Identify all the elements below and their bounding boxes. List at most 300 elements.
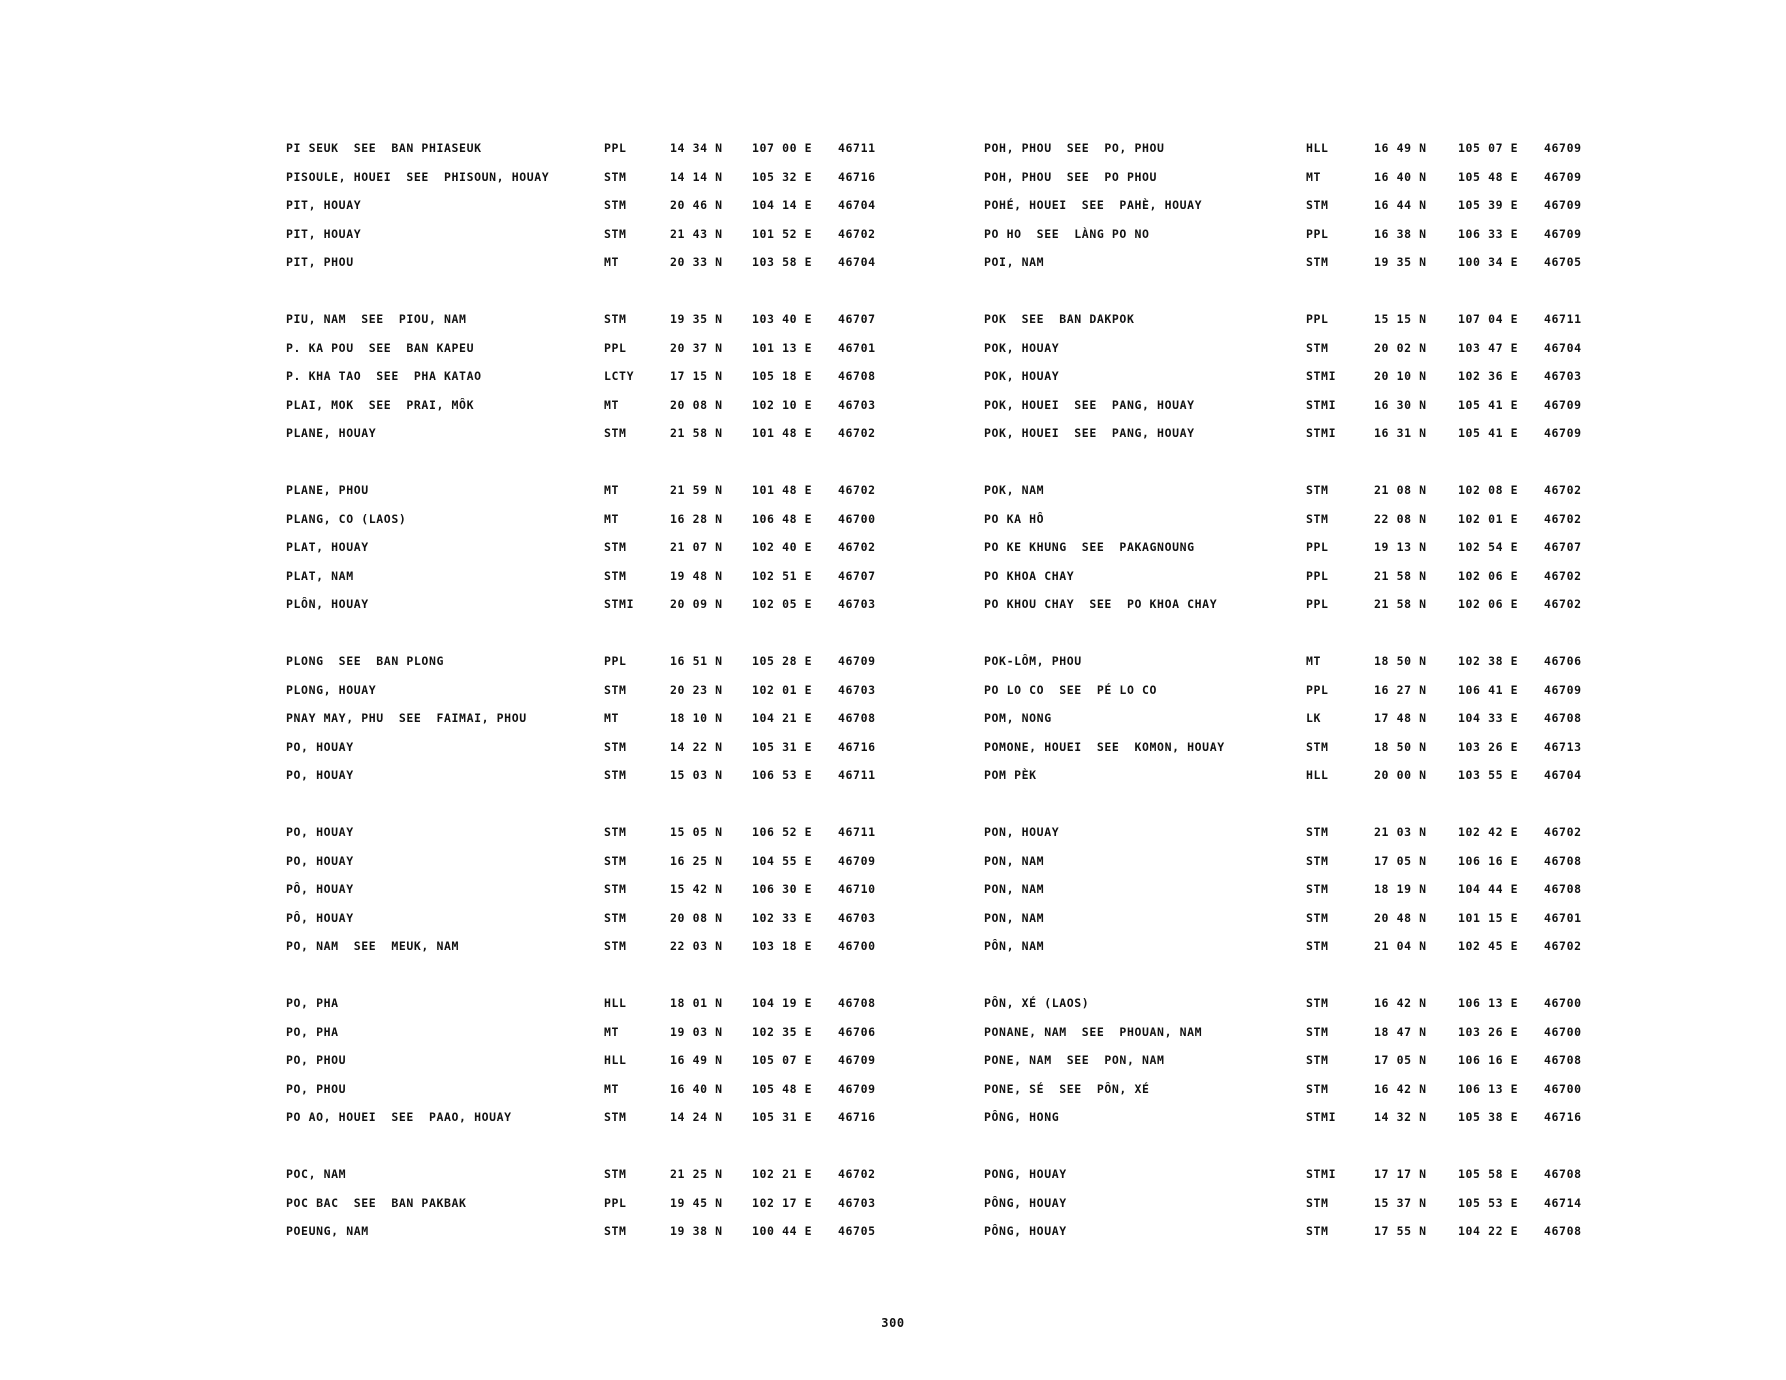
gazetteer-entry <box>286 569 906 598</box>
latitude: 18 50 N <box>1374 739 1427 754</box>
sheet-number: 46706 <box>1544 654 1582 668</box>
feature-code: MT <box>604 1081 620 1096</box>
feature-code: STM <box>1306 825 1329 839</box>
longitude: 105 38 E <box>1458 1110 1519 1124</box>
latitude: 17 15 N <box>670 369 723 383</box>
sheet-number: 46702 <box>1544 597 1582 611</box>
entry-name: PLÔN, HOUAY <box>286 597 369 611</box>
gazetteer-entry <box>286 1224 906 1253</box>
gazetteer-entry <box>984 426 1604 455</box>
page-number: 300 <box>881 1316 905 1330</box>
longitude: 102 01 E <box>1458 511 1519 526</box>
latitude: 21 03 N <box>1374 825 1427 839</box>
latitude: 19 13 N <box>1374 540 1427 554</box>
sheet-number: 46709 <box>838 1081 876 1096</box>
entry-name: PLANG, CO (LAOS) <box>286 511 407 526</box>
entry-name: PNAY MAY, PHU SEE FAIMAI, PHOU <box>286 711 527 725</box>
longitude: 102 33 E <box>752 910 813 925</box>
entry-name: PO LO CO SEE PÉ LO CO <box>984 682 1158 697</box>
feature-code: MT <box>1306 654 1322 668</box>
longitude: 106 33 E <box>1458 226 1519 241</box>
entry-group <box>286 1167 906 1253</box>
latitude: 18 10 N <box>670 711 723 725</box>
latitude: 21 08 N <box>1374 483 1427 497</box>
gazetteer-entry <box>286 170 906 199</box>
feature-code: PPL <box>1306 226 1329 241</box>
gazetteer-entry <box>984 939 1604 968</box>
longitude: 106 16 E <box>1458 853 1519 868</box>
entry-name: PIT, HOUAY <box>286 226 362 241</box>
entry-group <box>984 654 1604 797</box>
longitude: 102 10 E <box>752 397 813 412</box>
longitude: 105 31 E <box>752 1110 813 1124</box>
latitude: 21 58 N <box>1374 568 1427 583</box>
latitude: 19 35 N <box>1374 255 1427 269</box>
entry-name: PLONG, HOUAY <box>286 682 377 697</box>
longitude: 102 40 E <box>752 540 813 554</box>
sheet-number: 46709 <box>838 654 876 668</box>
feature-code: STM <box>604 853 627 868</box>
gazetteer-entry <box>286 711 906 740</box>
longitude: 105 18 E <box>752 369 813 383</box>
feature-code: PPL <box>604 1195 627 1210</box>
longitude: 102 08 E <box>1458 483 1519 497</box>
sheet-number: 46702 <box>1544 825 1582 839</box>
sheet-number: 46708 <box>838 996 876 1010</box>
sheet-number: 46711 <box>1544 312 1582 326</box>
sheet-number: 46708 <box>1544 1224 1582 1238</box>
entry-name: PÔNG, HOUAY <box>984 1195 1067 1210</box>
sheet-number: 46702 <box>1544 568 1582 583</box>
entry-name: PO KHOA CHAY <box>984 568 1075 583</box>
entry-group <box>286 483 906 626</box>
latitude: 16 31 N <box>1374 426 1427 440</box>
sheet-number: 46703 <box>838 1195 876 1210</box>
latitude: 19 35 N <box>670 312 723 326</box>
gazetteer-entry <box>286 882 906 911</box>
feature-code: LK <box>1306 711 1322 725</box>
entry-name: PLAT, HOUAY <box>286 540 369 554</box>
longitude: 106 52 E <box>752 825 813 839</box>
gazetteer-entry <box>286 141 906 170</box>
sheet-number: 46711 <box>838 768 876 782</box>
gazetteer-entry <box>984 512 1604 541</box>
entry-name: PO, HOUAY <box>286 739 354 754</box>
longitude: 105 48 E <box>752 1081 813 1096</box>
latitude: 16 28 N <box>670 511 723 526</box>
entry-name: PLAT, NAM <box>286 568 354 583</box>
feature-code: LCTY <box>604 369 635 383</box>
longitude: 105 58 E <box>1458 1167 1519 1181</box>
gazetteer-entry <box>984 768 1604 797</box>
longitude: 104 22 E <box>1458 1224 1519 1238</box>
longitude: 104 33 E <box>1458 711 1519 725</box>
sheet-number: 46709 <box>1544 198 1582 212</box>
entry-name: PÔNG, HONG <box>984 1110 1060 1124</box>
latitude: 15 42 N <box>670 882 723 896</box>
feature-code: STMI <box>604 597 635 611</box>
entry-name: PO KE KHUNG SEE PAKAGNOUNG <box>984 540 1195 554</box>
gazetteer-entry <box>984 170 1604 199</box>
latitude: 19 03 N <box>670 1024 723 1039</box>
feature-code: HLL <box>1306 768 1329 782</box>
gazetteer-entry <box>286 483 906 512</box>
feature-code: HLL <box>604 1053 627 1067</box>
entry-name: PO, PHOU <box>286 1081 347 1096</box>
longitude: 105 28 E <box>752 654 813 668</box>
sheet-number: 46709 <box>838 853 876 868</box>
latitude: 16 49 N <box>670 1053 723 1067</box>
sheet-number: 46705 <box>838 1224 876 1238</box>
entry-name: PON, NAM <box>984 882 1045 896</box>
entry-name: POM, NONG <box>984 711 1052 725</box>
sheet-number: 46705 <box>1544 255 1582 269</box>
entry-name: POH, PHOU SEE PO, PHOU <box>984 141 1165 155</box>
longitude: 106 41 E <box>1458 682 1519 697</box>
sheet-number: 46708 <box>1544 711 1582 725</box>
feature-code: STM <box>604 568 627 583</box>
longitude: 102 45 E <box>1458 939 1519 953</box>
latitude: 20 46 N <box>670 198 723 212</box>
entry-name: PON, NAM <box>984 853 1045 868</box>
feature-code: STM <box>1306 1081 1329 1096</box>
feature-code: PPL <box>1306 540 1329 554</box>
entry-name: PO KA HÔ <box>984 511 1045 526</box>
sheet-number: 46707 <box>1544 540 1582 554</box>
feature-code: PPL <box>604 654 627 668</box>
feature-code: STM <box>604 739 627 754</box>
sheet-number: 46708 <box>838 369 876 383</box>
longitude: 106 48 E <box>752 511 813 526</box>
longitude: 101 48 E <box>752 426 813 440</box>
latitude: 21 43 N <box>670 226 723 241</box>
entry-name: PLAI, MOK SEE PRAI, MÔK <box>286 397 475 412</box>
latitude: 16 27 N <box>1374 682 1427 697</box>
sheet-number: 46700 <box>1544 996 1582 1010</box>
entry-name: PÔN, NAM <box>984 939 1045 953</box>
longitude: 103 58 E <box>752 255 813 269</box>
longitude: 105 48 E <box>1458 169 1519 184</box>
longitude: 105 07 E <box>1458 141 1519 155</box>
gazetteer-entry <box>984 1196 1604 1225</box>
latitude: 16 30 N <box>1374 397 1427 412</box>
longitude: 103 26 E <box>1458 1024 1519 1039</box>
feature-code: STM <box>604 882 627 896</box>
entry-name: PON, NAM <box>984 910 1045 925</box>
entry-name: PON, HOUAY <box>984 825 1060 839</box>
gazetteer-entry <box>984 255 1604 284</box>
sheet-number: 46704 <box>1544 768 1582 782</box>
sheet-number: 46708 <box>838 711 876 725</box>
sheet-number: 46708 <box>1544 1053 1582 1067</box>
latitude: 20 08 N <box>670 397 723 412</box>
gazetteer-entry <box>984 227 1604 256</box>
gazetteer-entry <box>286 398 906 427</box>
gazetteer-entry <box>286 1196 906 1225</box>
feature-code: STMI <box>1306 369 1337 383</box>
latitude: 16 44 N <box>1374 198 1427 212</box>
feature-code: STM <box>1306 511 1329 526</box>
longitude: 102 01 E <box>752 682 813 697</box>
latitude: 16 38 N <box>1374 226 1427 241</box>
latitude: 20 10 N <box>1374 369 1427 383</box>
longitude: 105 41 E <box>1458 426 1519 440</box>
sheet-number: 46704 <box>1544 340 1582 355</box>
entry-name: PLANE, HOUAY <box>286 426 377 440</box>
sheet-number: 46702 <box>1544 511 1582 526</box>
latitude: 20 08 N <box>670 910 723 925</box>
longitude: 104 14 E <box>752 198 813 212</box>
longitude: 105 31 E <box>752 739 813 754</box>
sheet-number: 46703 <box>1544 369 1582 383</box>
gazetteer-entry <box>286 740 906 769</box>
feature-code: STM <box>1306 1224 1329 1238</box>
gazetteer-entry <box>984 1110 1604 1139</box>
sheet-number: 46700 <box>838 939 876 953</box>
longitude: 105 32 E <box>752 169 813 184</box>
latitude: 17 55 N <box>1374 1224 1427 1238</box>
gazetteer-entry <box>984 597 1604 626</box>
feature-code: MT <box>604 1024 620 1039</box>
feature-code: STM <box>1306 1024 1329 1039</box>
entry-name: POHÉ, HOUEI SEE PAHÈ, HOUAY <box>984 198 1203 212</box>
latitude: 20 37 N <box>670 340 723 355</box>
feature-code: PPL <box>1306 682 1329 697</box>
sheet-number: 46702 <box>1544 939 1582 953</box>
gazetteer-entry <box>286 768 906 797</box>
latitude: 21 07 N <box>670 540 723 554</box>
entry-name: PIT, PHOU <box>286 255 354 269</box>
entry-name: PLANE, PHOU <box>286 483 369 497</box>
entry-name: PO, NAM SEE MEUK, NAM <box>286 939 460 953</box>
entry-group <box>984 141 1604 284</box>
feature-code: MT <box>604 511 620 526</box>
sheet-number: 46709 <box>1544 426 1582 440</box>
entry-name: POH, PHOU SEE PO PHOU <box>984 169 1158 184</box>
feature-code: STM <box>604 426 627 440</box>
latitude: 14 32 N <box>1374 1110 1427 1124</box>
feature-code: PPL <box>604 340 627 355</box>
latitude: 16 51 N <box>670 654 723 668</box>
feature-code: STM <box>1306 996 1329 1010</box>
latitude: 15 05 N <box>670 825 723 839</box>
gazetteer-entry <box>286 426 906 455</box>
gazetteer-entry <box>984 740 1604 769</box>
gazetteer-entry <box>984 854 1604 883</box>
feature-code: PPL <box>1306 312 1329 326</box>
entry-name: POI, NAM <box>984 255 1045 269</box>
gazetteer-entry <box>286 198 906 227</box>
feature-code: STM <box>1306 483 1329 497</box>
latitude: 14 34 N <box>670 141 723 155</box>
latitude: 20 02 N <box>1374 340 1427 355</box>
longitude: 106 16 E <box>1458 1053 1519 1067</box>
longitude: 102 17 E <box>752 1195 813 1210</box>
longitude: 102 51 E <box>752 568 813 583</box>
sheet-number: 46703 <box>838 682 876 697</box>
sheet-number: 46702 <box>838 1167 876 1181</box>
longitude: 102 36 E <box>1458 369 1519 383</box>
latitude: 22 08 N <box>1374 511 1427 526</box>
gazetteer-entry <box>984 569 1604 598</box>
feature-code: MT <box>604 711 620 725</box>
entry-group <box>984 1167 1604 1253</box>
longitude: 103 40 E <box>752 312 813 326</box>
latitude: 14 24 N <box>670 1110 723 1124</box>
gazetteer-entry <box>286 1053 906 1082</box>
gazetteer-entry <box>984 825 1604 854</box>
latitude: 21 58 N <box>670 426 723 440</box>
gazetteer-entry <box>286 512 906 541</box>
sheet-number: 46702 <box>838 540 876 554</box>
longitude: 101 13 E <box>752 340 813 355</box>
entry-name: PONANE, NAM SEE PHOUAN, NAM <box>984 1024 1203 1039</box>
sheet-number: 46710 <box>838 882 876 896</box>
latitude: 17 05 N <box>1374 853 1427 868</box>
entry-name: POMONE, HOUEI SEE KOMON, HOUAY <box>984 739 1225 754</box>
sheet-number: 46713 <box>1544 739 1582 754</box>
longitude: 102 06 E <box>1458 597 1519 611</box>
gazetteer-entry <box>984 1025 1604 1054</box>
gazetteer-entry <box>984 341 1604 370</box>
entry-name: POK, HOUAY <box>984 340 1060 355</box>
right-column <box>984 141 1604 1281</box>
sheet-number: 46716 <box>838 169 876 184</box>
feature-code: STM <box>604 768 627 782</box>
latitude: 16 49 N <box>1374 141 1427 155</box>
gazetteer-entry <box>984 398 1604 427</box>
gazetteer-entry <box>286 1110 906 1139</box>
sheet-number: 46700 <box>838 511 876 526</box>
sheet-number: 46703 <box>838 597 876 611</box>
feature-code: STM <box>1306 910 1329 925</box>
gazetteer-entry <box>286 540 906 569</box>
latitude: 18 19 N <box>1374 882 1427 896</box>
sheet-number: 46714 <box>1544 1195 1582 1210</box>
latitude: 14 22 N <box>670 739 723 754</box>
entry-name: PÔ, HOUAY <box>286 910 354 925</box>
entry-name: PO, HOUAY <box>286 825 354 839</box>
entry-name: PO HO SEE LÀNG PO NO <box>984 226 1150 241</box>
gazetteer-entry <box>286 369 906 398</box>
longitude: 100 44 E <box>752 1224 813 1238</box>
entry-name: PIU, NAM SEE PIOU, NAM <box>286 312 467 326</box>
feature-code: STM <box>1306 1195 1329 1210</box>
sheet-number: 46701 <box>1544 910 1582 925</box>
gazetteer-entry <box>984 198 1604 227</box>
gazetteer-entry <box>984 654 1604 683</box>
longitude: 106 30 E <box>752 882 813 896</box>
gazetteer-entry <box>984 141 1604 170</box>
latitude: 15 03 N <box>670 768 723 782</box>
feature-code: STM <box>604 226 627 241</box>
feature-code: STM <box>604 910 627 925</box>
longitude: 102 38 E <box>1458 654 1519 668</box>
latitude: 21 58 N <box>1374 597 1427 611</box>
gazetteer-entry <box>286 227 906 256</box>
sheet-number: 46702 <box>838 226 876 241</box>
gazetteer-entry <box>286 312 906 341</box>
entry-name: PONE, NAM SEE PON, NAM <box>984 1053 1165 1067</box>
entry-name: PO, PHOU <box>286 1053 347 1067</box>
gazetteer-entry <box>984 312 1604 341</box>
sheet-number: 46701 <box>838 340 876 355</box>
latitude: 18 47 N <box>1374 1024 1427 1039</box>
feature-code: STM <box>604 1224 627 1238</box>
sheet-number: 46700 <box>1544 1024 1582 1039</box>
entry-name: POM PÈK <box>984 768 1037 782</box>
longitude: 104 21 E <box>752 711 813 725</box>
longitude: 104 55 E <box>752 853 813 868</box>
entry-group <box>286 141 906 284</box>
entry-name: PO AO, HOUEI SEE PAAO, HOUAY <box>286 1110 512 1124</box>
entry-name: PO KHOU CHAY SEE PO KHOA CHAY <box>984 597 1218 611</box>
feature-code: STM <box>1306 198 1329 212</box>
longitude: 107 00 E <box>752 141 813 155</box>
sheet-number: 46716 <box>838 1110 876 1124</box>
entry-group <box>984 825 1604 968</box>
entry-group <box>286 654 906 797</box>
latitude: 22 03 N <box>670 939 723 953</box>
latitude: 19 48 N <box>670 568 723 583</box>
latitude: 18 50 N <box>1374 654 1427 668</box>
entry-name: PONE, SÉ SEE PÔN, XÉ <box>984 1081 1150 1096</box>
sheet-number: 46716 <box>838 739 876 754</box>
feature-code: MT <box>604 255 620 269</box>
gazetteer-entry <box>984 1224 1604 1253</box>
feature-code: MT <box>1306 169 1322 184</box>
feature-code: MT <box>604 397 620 412</box>
gazetteer-entry <box>286 1082 906 1111</box>
feature-code: STM <box>1306 853 1329 868</box>
longitude: 103 26 E <box>1458 739 1519 754</box>
feature-code: STM <box>1306 1053 1329 1067</box>
longitude: 105 53 E <box>1458 1195 1519 1210</box>
entry-group <box>286 312 906 455</box>
longitude: 102 21 E <box>752 1167 813 1181</box>
feature-code: STMI <box>1306 1110 1337 1124</box>
sheet-number: 46704 <box>838 255 876 269</box>
entry-name: PÔ, HOUAY <box>286 882 354 896</box>
sheet-number: 46709 <box>1544 682 1582 697</box>
gazetteer-entry <box>286 255 906 284</box>
longitude: 101 52 E <box>752 226 813 241</box>
entry-group <box>286 825 906 968</box>
feature-code: STMI <box>1306 426 1337 440</box>
sheet-number: 46700 <box>1544 1081 1582 1096</box>
latitude: 15 37 N <box>1374 1195 1427 1210</box>
entry-name: POC, NAM <box>286 1167 347 1181</box>
latitude: 16 40 N <box>1374 169 1427 184</box>
feature-code: PPL <box>1306 568 1329 583</box>
gazetteer-entry <box>984 483 1604 512</box>
latitude: 21 04 N <box>1374 939 1427 953</box>
sheet-number: 46704 <box>838 198 876 212</box>
feature-code: STMI <box>1306 1167 1337 1181</box>
entry-name: PI SEUK SEE BAN PHIASEUK <box>286 141 482 155</box>
entry-name: POEUNG, NAM <box>286 1224 369 1238</box>
sheet-number: 46708 <box>1544 853 1582 868</box>
latitude: 17 48 N <box>1374 711 1427 725</box>
sheet-number: 46709 <box>1544 226 1582 241</box>
longitude: 105 07 E <box>752 1053 813 1067</box>
entry-name: PÔN, XÉ (LAOS) <box>984 996 1090 1010</box>
gazetteer-entry <box>984 683 1604 712</box>
longitude: 106 13 E <box>1458 1081 1519 1096</box>
entry-name: PO, HOUAY <box>286 853 354 868</box>
latitude: 18 01 N <box>670 996 723 1010</box>
latitude: 17 17 N <box>1374 1167 1427 1181</box>
